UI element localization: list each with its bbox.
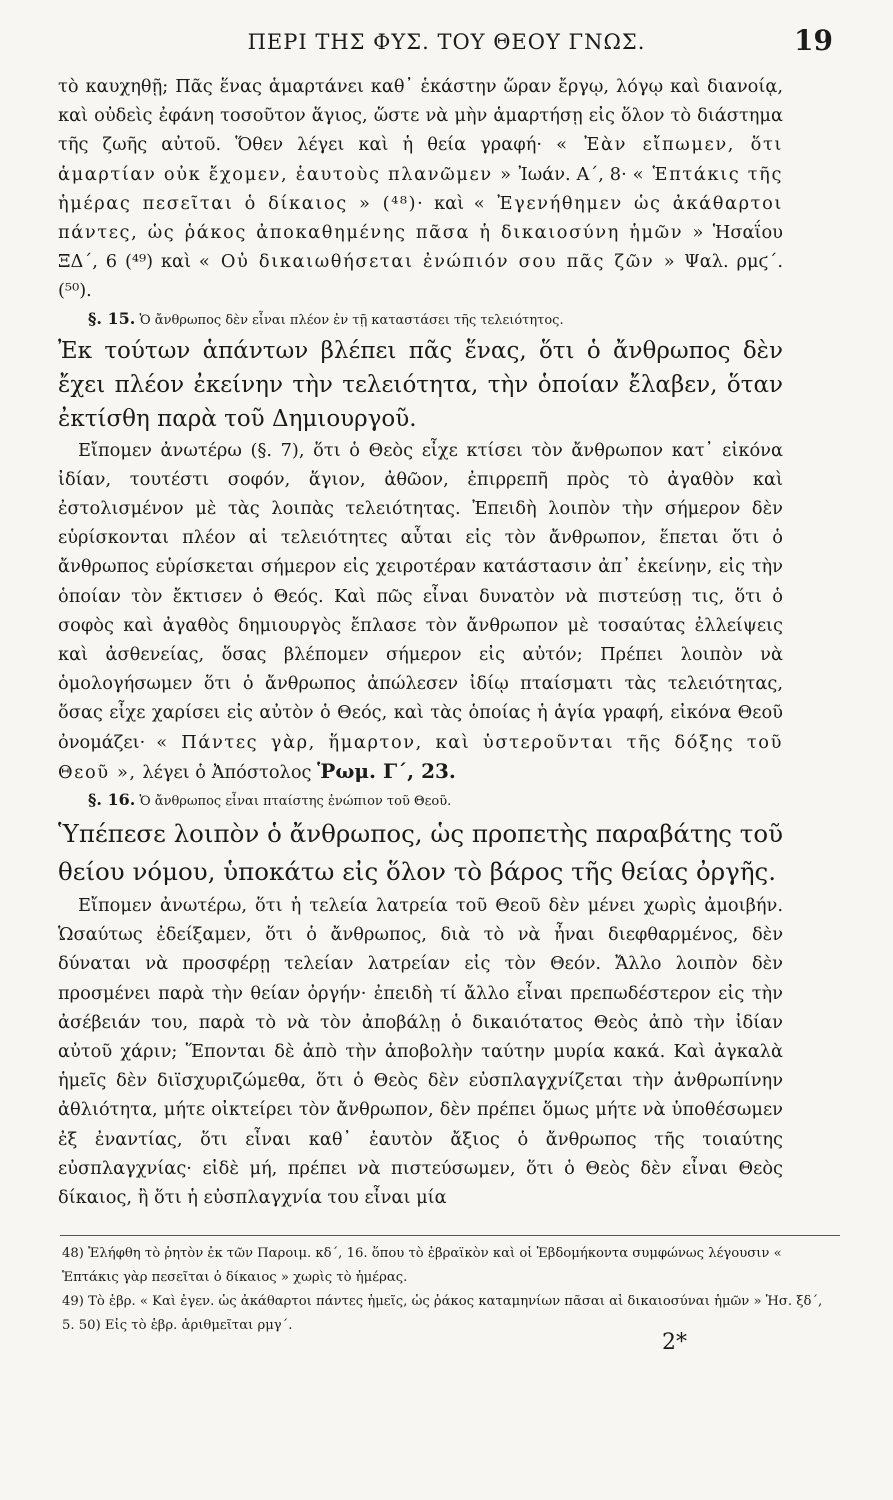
section-15-lead: Ἐκ τούτων ἁπάντων βλέπει πᾶς ἕνας, ὅτι ὁ ἄνθρωπος δὲν ἔχει πλέον ἐκείνην τὴν τελειότητα, τὴν ὁποίαν ἔλαβεν, ὅταν ἐκτίσθη παρὰ τοῦ Δημιουργοῦ.	[58, 337, 783, 432]
paragraph-3: Εἴπομεν ἀνωτέρω, ὅτι ἡ τελεία λατρεία τοῦ Θεοῦ δὲν μένει χωρὶς ἀμοιβήν. Ὡσαύτως ἐδείξαμεν, ὅτι ὁ ἄνθρωπος, διὰ τὸ νὰ ἦναι διεφθαρμένος, δὲν δύναται νὰ προσφέρῃ τελείαν λατρείαν εἰς τὸν Θεόν. Ἄλλο λοιπὸν δὲν προσμένει παρὰ τὴν θείαν ὀργήν· ἐπειδὴ τί ἄλλο εἶναι πρεπωδέστερον εἰς τὴν ἀσέβειάν του, παρὰ τὸ νὰ τὸν ἀποβάλῃ ὁ δικαιότατος Θεὸς ἀπὸ τὴν ἰδίαν αὐτοῦ χάριν; Ἕπονται δὲ ἀπὸ τὴν ἀποβολὴν ταύτην μυρία κακά. Καὶ ἀγκαλὰ ἡμεῖς δὲν διϊσχυριζώμεθα, ὅτι ὁ Θεὸς δὲν εὐσπλαγχνίζεται τὴν ἀνθρωπίνην ἀθλιότητα, μήτε οἰκτείρει τὸν ἄνθρωπον, δὲν πρέπει ὅμως μήτε νὰ ὑποθέσωμεν ἐξ ἐναντίας, ὅτι εἶναι καθ᾽ ἑαυτὸν ἄξιος ὁ ἄνθρωπος τῆς τοιαύτης εὐσπλαγχνίας· εἰδὲ μή, πρέπει νὰ πιστεύσωμεν, ὅτι ὁ Θεὸς δὲν εἶναι Θεὸς δίκαιος, ἢ ὅτι ἡ εὐσπλαγχνία του εἶναι μία	[58, 895, 783, 1209]
page-header	[60, 22, 833, 62]
paragraph-2	[58, 436, 783, 787]
reference-isaiah: Ἡσαΐου ΞΔ΄, 6 (⁴⁹) καὶ	[58, 222, 783, 273]
paragraph-2-text: Εἴπομεν ἀνωτέρω (§. 7), ὅτι ὁ Θεὸς εἶχε κτίσει τὸν ἄνθρωπον κατ᾽ εἰκόνα ἰδίαν, τουτέστι σοφόν, ἅγιον, ἀθῶον, ἐπιρρεπῆ πρὸς τὸ ἀγαθὸν καὶ ἐστολισμένον μὲ τὰς λοιπὰς τελειότητας. Ἐπειδὴ λοιπὸν τὴν σήμερον δὲν εὑρίσκονται πλέον αἱ τελειότητες αὗται εἰς τὸν ἄνθρωπον, ἕπεται ὅτι ὁ ἄνθρωπος εὑρίσκεται σήμερον εἰς χειροτέραν κατάστασιν ἀπ᾽ ἐκείνην, εἰς τὴν ὁποίαν τὸν ἔκτισεν ὁ Θεός. Καὶ πῶς εἶναι δυνατὸν νὰ πιστεύσῃ τις, ὅτι ὁ σοφὸς καὶ ἀγαθὸς δημιουργὸς ἔπλασε τὸν ἄνθρωπον μὲ τοσαύτας ἐλλείψεις καὶ ἀσθενείας, ὅσας βλέπομεν σήμερον εἰς αὐτόν; Πρέπει λοιπὸν νὰ ὁμολογήσωμεν ὅτι ὁ ἄνθρωπος ἀπώλεσεν ἰδίῳ πταίσματι τὰς τελειότητας, ὅσας εἶχε χαρίσει εἰς αὐτὸν ὁ Θεός, καὶ τὰς ὁποίας ἡ ἁγία γραφή, εἰκόνα Θεοῦ ὀνομάζει·	[58, 439, 783, 753]
paragraph-1-text: τὸ καυχηθῇ; Πᾶς ἕνας ἁμαρτάνει καθ᾽ ἑκάστην ὥραν ἔργῳ, λόγῳ καὶ διανοίᾳ, καὶ οὐδεὶς ἐφάνη τοσοῦτον ἅγιος, ὥστε νὰ μὴν ἁμαρτήσῃ εἰς ὅλον τὸ διάστημα τῆς ζωῆς αὐτοῦ. Ὅθεν λέγει καὶ ἡ θεία γραφή·	[58, 76, 783, 156]
scripture-quote-1: « Ἐὰν εἴπωμεν, ὅτι ἁμαρτίαν οὐκ ἔχομεν, ἑαυτοὺς πλανῶμεν »	[58, 134, 783, 185]
body-text	[58, 72, 783, 1212]
footnote-49: 49) Τὸ ἑβρ. « Καὶ ἐγεν. ὡς ἀκάθαρτοι πάντες ἡμεῖς, ὡς ῥάκος καταμηνίων πᾶσαι αἱ δικαιοσύναι ἡμῶν » Ἡσ. ξδ΄, 5.	[62, 1294, 823, 1333]
footnote-48: 48) Ἐλήφθη τὸ ῥητὸν ἐκ τῶν Παροιμ. κδ΄, 16. ὅπου τὸ ἑβραϊκὸν καὶ οἱ Ἑβδομήκοντα συμφώνως λέγουσιν « Ἑπτάκις γὰρ πεσεῖται ὁ δίκαιος » χωρὶς τὸ ἡμέρας.	[62, 1246, 782, 1285]
reference-john: Ἰωάν. Α΄, 8·	[518, 163, 627, 185]
paragraph-1-conj: καὶ	[434, 192, 465, 214]
section-title-15: Ὁ ἄνθρωπος δὲν εἶναι πλέον ἐν τῇ καταστάσει τῆς τελειότητος.	[139, 312, 564, 328]
section-number-16: §. 16.	[88, 790, 136, 810]
page-number: 19	[794, 24, 833, 57]
running-title: ΠΕΡΙ ΤΗΣ ΦΥΣ. ΤΟΥ ΘΕΟΥ ΓΝΩΣ.	[247, 30, 646, 54]
footnote-divider	[60, 1235, 840, 1236]
scripture-quote-4: « Οὐ δικαιωθήσεται ἐνώπιόν σου πᾶς ζῶν »	[198, 251, 677, 273]
paragraph-1	[58, 72, 783, 306]
section-number-15: §. 15.	[88, 308, 136, 328]
footnotes	[62, 1242, 832, 1338]
section-heading-16	[58, 787, 783, 815]
scripture-quote-2: « Ἑπτάκις τῆς ἡμέρας πεσεῖται ὁ δίκαιος » (⁴⁸)·	[58, 163, 783, 214]
signature-mark: 2*	[662, 1330, 687, 1355]
footnote-49-50	[62, 1290, 832, 1338]
scripture-quote-romans: « Πάντες γὰρ, ἥμαρτον, καὶ ὑστεροῦνται τῆς δόξης τοῦ Θεοῦ »,	[58, 731, 784, 783]
scripture-quote-3: « Ἐγενήθημεν ὡς ἀκάθαρτοι πάντες, ὡς ῥάκος ἀποκαθημένης πᾶσα ἡ δικαιοσύνη ἡμῶν »	[58, 192, 783, 244]
section-title-16: Ὁ ἄνθρωπος εἶναι πταίστης ἐνώπιον τοῦ Θεοῦ.	[139, 794, 452, 810]
section-16-lead: Ὑπέπεσε λοιπὸν ὁ ἄνθρωπος, ὡς προπετὴς παραβάτης τοῦ θείου νόμου, ὑποκάτω εἰς ὅλον τὸ βάρος τῆς θείας ὀργῆς.	[58, 819, 783, 887]
reference-romans: Ῥωμ. Γ΄, 23.	[317, 758, 456, 783]
section-heading-15	[58, 306, 783, 334]
reference-psalm: Ψαλ. ρμϛ΄. (⁵⁰).	[58, 251, 784, 302]
paragraph-2-ref-text: λέγει ὁ Ἀπόστολος	[142, 761, 312, 783]
footnote-50: 50) Εἰς τὸ ἑβρ. ἀριθμεῖται ρμγ΄.	[78, 1318, 293, 1333]
